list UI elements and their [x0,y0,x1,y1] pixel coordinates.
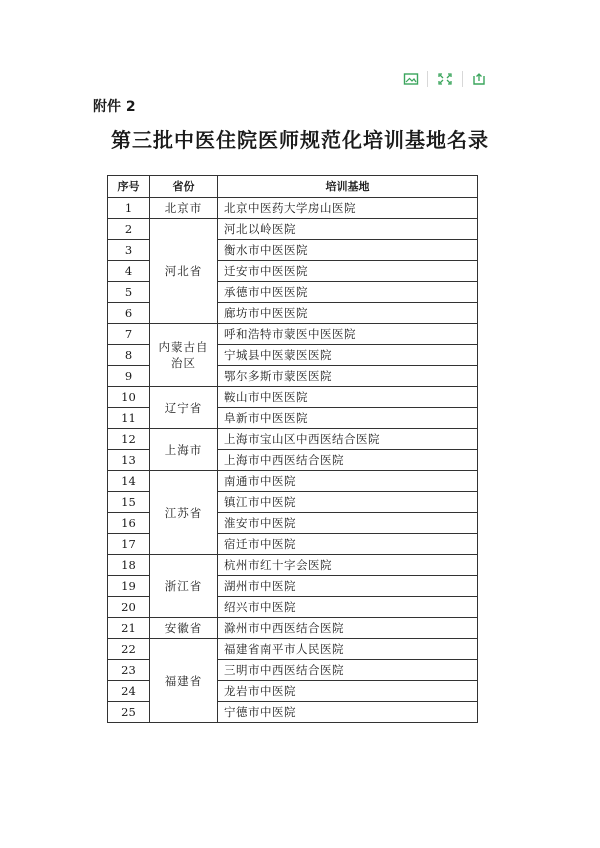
row-seq: 21 [108,618,150,639]
row-seq: 4 [108,261,150,282]
row-seq: 6 [108,303,150,324]
row-seq: 18 [108,555,150,576]
row-base: 北京中医药大学房山医院 [218,198,478,219]
attachment-label: 附件 2 [93,99,136,115]
row-base: 鞍山市中医医院 [218,387,478,408]
table-row [108,639,478,660]
row-base: 淮安市中医院 [218,513,478,534]
row-seq: 7 [108,324,150,345]
row-base: 福建省南平市人民医院 [218,639,478,660]
row-base: 鄂尔多斯市蒙医医院 [218,366,478,387]
row-seq: 1 [108,198,150,219]
row-base: 迁安市中医医院 [218,261,478,282]
row-province: 福建省 [150,639,218,723]
row-seq: 14 [108,471,150,492]
row-seq: 3 [108,240,150,261]
row-seq: 22 [108,639,150,660]
page-title: 第三批中医住院医师规范化培训基地名录 [111,128,489,152]
row-seq: 5 [108,282,150,303]
row-seq: 25 [108,702,150,723]
row-base: 呼和浩特市蒙医中医医院 [218,324,478,345]
table-row [108,324,478,345]
table-row [108,555,478,576]
row-seq: 9 [108,366,150,387]
row-base: 宁德市中医院 [218,702,478,723]
row-base: 衡水市中医医院 [218,240,478,261]
row-base: 南通市中医院 [218,471,478,492]
table-row [108,618,478,639]
row-province: 安徽省 [150,618,218,639]
row-province: 河北省 [150,219,218,324]
row-base: 河北以岭医院 [218,219,478,240]
row-base: 宁城县中医蒙医医院 [218,345,478,366]
image-icon[interactable] [400,70,422,88]
row-base: 阜新市中医医院 [218,408,478,429]
row-base: 镇江市中医院 [218,492,478,513]
table-row [108,219,478,240]
row-seq: 19 [108,576,150,597]
expand-icon[interactable] [434,70,456,88]
base-list-table [107,175,478,723]
row-base: 杭州市红十字会医院 [218,555,478,576]
row-base: 上海市宝山区中西医结合医院 [218,429,478,450]
table-row [108,471,478,492]
row-seq: 23 [108,660,150,681]
row-province: 浙江省 [150,555,218,618]
row-seq: 10 [108,387,150,408]
row-province: 辽宁省 [150,387,218,429]
row-province: 北京市 [150,198,218,219]
row-seq: 13 [108,450,150,471]
row-base: 湖州市中医院 [218,576,478,597]
row-base: 绍兴市中医院 [218,597,478,618]
row-seq: 17 [108,534,150,555]
row-province: 上海市 [150,429,218,471]
header-seq: 序号 [108,176,150,198]
row-seq: 12 [108,429,150,450]
row-province: 江苏省 [150,471,218,555]
header-base: 培训基地 [218,176,478,198]
header-province: 省份 [150,176,218,198]
table-row [108,387,478,408]
row-base: 滁州市中西医结合医院 [218,618,478,639]
row-seq: 24 [108,681,150,702]
table-body [108,198,478,723]
row-seq: 16 [108,513,150,534]
row-seq: 11 [108,408,150,429]
table-row [108,429,478,450]
row-seq: 8 [108,345,150,366]
share-icon[interactable] [468,70,490,88]
row-base: 龙岩市中医院 [218,681,478,702]
row-seq: 15 [108,492,150,513]
row-base: 上海市中西医结合医院 [218,450,478,471]
row-base: 宿迁市中医院 [218,534,478,555]
row-base: 三明市中西医结合医院 [218,660,478,681]
table-row [108,198,478,219]
table-header-row [108,176,478,198]
floating-toolbar [397,68,493,90]
toolbar-divider [427,71,428,87]
row-base: 廊坊市中医医院 [218,303,478,324]
row-base: 承德市中医医院 [218,282,478,303]
row-province: 内蒙古自治区 [150,324,218,387]
row-seq: 2 [108,219,150,240]
row-seq: 20 [108,597,150,618]
toolbar-divider [462,71,463,87]
